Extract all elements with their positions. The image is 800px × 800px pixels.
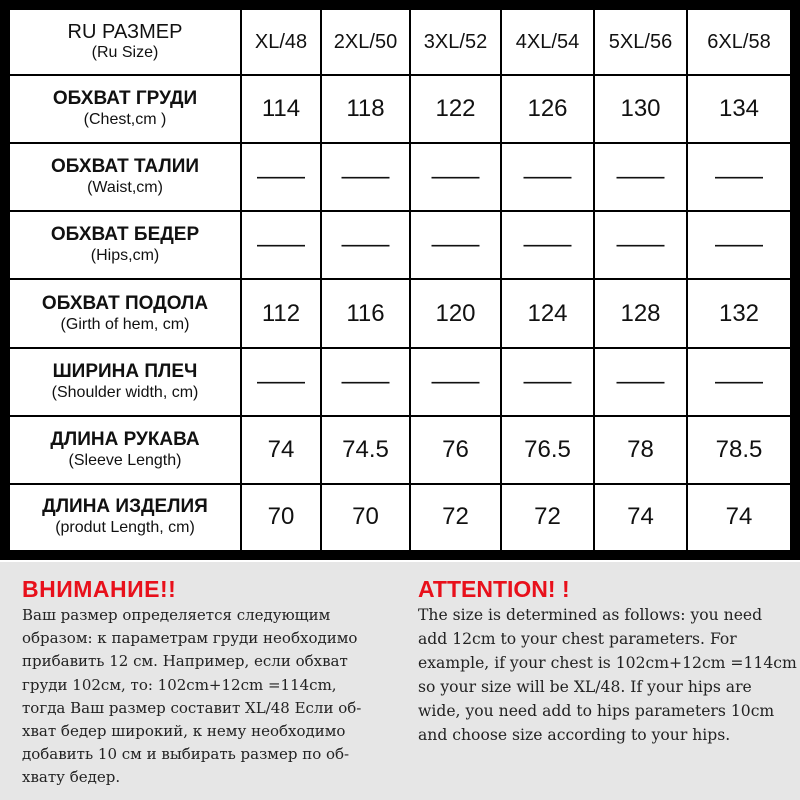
size-header-cell: [10, 10, 242, 76]
attention-en-text: The size is determined as follows: you need add 12cm to your chest parameters. For example, if your chest is 102cm+12cm =114cm so your size will be XL/48. If your hips are wide, you need add to hips parameters 10cm and choose size according to your hips.: [418, 606, 797, 744]
table-row: [10, 144, 790, 212]
row-label-en: (Sleeve Length): [68, 451, 182, 469]
table-cell: 70: [322, 485, 411, 550]
size-column-header: XL/48: [242, 10, 322, 76]
table-row: [10, 76, 790, 144]
size-column-header: 2XL/50: [322, 10, 411, 76]
row-label-en: (Waist,cm): [87, 179, 163, 197]
table-cell: ——: [411, 349, 502, 417]
table-cell: 114: [242, 76, 322, 144]
row-label-ru: ОБХВАТ ТАЛИИ: [50, 156, 200, 178]
attention-ru: [22, 562, 402, 790]
row-header: [10, 417, 242, 485]
row-header: [10, 485, 242, 550]
table-cell: ——: [688, 212, 790, 280]
table-cell: ——: [502, 212, 595, 280]
row-header: [10, 212, 242, 280]
size-column-header: 4XL/54: [502, 10, 595, 76]
row-label-en: (Chest,cm ): [83, 111, 167, 129]
table-cell: ——: [502, 349, 595, 417]
attention-ru-title: ВНИМАНИЕ!!: [22, 576, 177, 602]
table-row: [10, 212, 790, 280]
attention-ru-text: Ваш размер определяется следующим образом: к параметрам груди необходимо прибавить 12 см. Например, если обхват груди 102см, то: 102cm+12cm =114cm, тогда Ваш размер составит XL/48 Если об- хват бедер широкий, к нему необходимо добавить 10 см и выбирать размер по об- хвату бедер.: [22, 606, 362, 787]
ru-size-label: RU РАЗМЕР: [67, 21, 183, 43]
row-label-en: (Girth of hem, cm): [60, 315, 190, 333]
size-column-header: 6XL/58: [688, 10, 790, 76]
ru-size-sublabel: (Ru Size): [91, 44, 159, 61]
table-cell: 120: [411, 280, 502, 348]
table-cell: 128: [595, 280, 688, 348]
table-cell: 112: [242, 280, 322, 348]
table-cell: 76: [411, 417, 502, 485]
table-cell: 124: [502, 280, 595, 348]
table-cell: 122: [411, 76, 502, 144]
table-cell: ——: [411, 144, 502, 212]
table-cell: ——: [242, 144, 322, 212]
table-row: [10, 280, 790, 348]
table-cell: 130: [595, 76, 688, 144]
attention-en: [418, 562, 800, 747]
table-cell: ——: [242, 212, 322, 280]
table-cell: ——: [688, 349, 790, 417]
table-cell: 72: [502, 485, 595, 550]
table-cell: 76.5: [502, 417, 595, 485]
size-column-header: 3XL/52: [411, 10, 502, 76]
table-cell: 134: [688, 76, 790, 144]
table-cell: ——: [502, 144, 595, 212]
row-label-en: (produt Length, cm): [55, 519, 195, 537]
row-header: [10, 280, 242, 348]
row-label-ru: ДЛИНА ИЗДЕЛИЯ: [42, 496, 208, 518]
attention-panel: [0, 562, 800, 800]
table-cell: 74: [242, 417, 322, 485]
table-cell: ——: [322, 144, 411, 212]
row-label-ru: ОБХВАТ БЕДЕР: [50, 224, 200, 246]
table-row: [10, 485, 790, 550]
table-cell: 78.5: [688, 417, 790, 485]
table-cell: 126: [502, 76, 595, 144]
row-label-ru: ШИРИНА ПЛЕЧ: [52, 360, 198, 382]
table-cell: ——: [322, 212, 411, 280]
row-header: [10, 144, 242, 212]
table-cell: ——: [411, 212, 502, 280]
row-header: [10, 76, 242, 144]
table-cell: 78: [595, 417, 688, 485]
size-column-header: 5XL/56: [595, 10, 688, 76]
table-cell: ——: [242, 349, 322, 417]
row-label-en: (Shoulder width, cm): [51, 383, 199, 401]
table-cell: 74: [725, 503, 753, 531]
attention-en-title: ATTENTION! !: [418, 576, 570, 602]
table-cell: 74: [595, 485, 688, 550]
row-label-ru: ОБХВАТ ПОДОЛА: [41, 292, 209, 314]
table-cell: 116: [322, 280, 411, 348]
table-row: [10, 417, 790, 485]
table-cell: 74.5: [322, 417, 411, 485]
table-cell: ——: [595, 212, 688, 280]
header-row: [10, 10, 790, 76]
table-cell: 70: [242, 485, 322, 550]
table-cell: ——: [595, 349, 688, 417]
table-cell: 118: [322, 76, 411, 144]
table-cell: 132: [688, 280, 790, 348]
table-cell: ——: [688, 144, 790, 212]
table-cell: 72: [411, 485, 502, 550]
row-label-en: (Hips,cm): [90, 247, 160, 265]
table-cell: ——: [322, 349, 411, 417]
row-label-ru: ДЛИНА РУКАВА: [50, 428, 200, 450]
table-cell: ——: [595, 144, 688, 212]
table-row: [10, 349, 790, 417]
row-label-ru: ОБХВАТ ГРУДИ: [52, 88, 198, 110]
row-header: [10, 349, 242, 417]
